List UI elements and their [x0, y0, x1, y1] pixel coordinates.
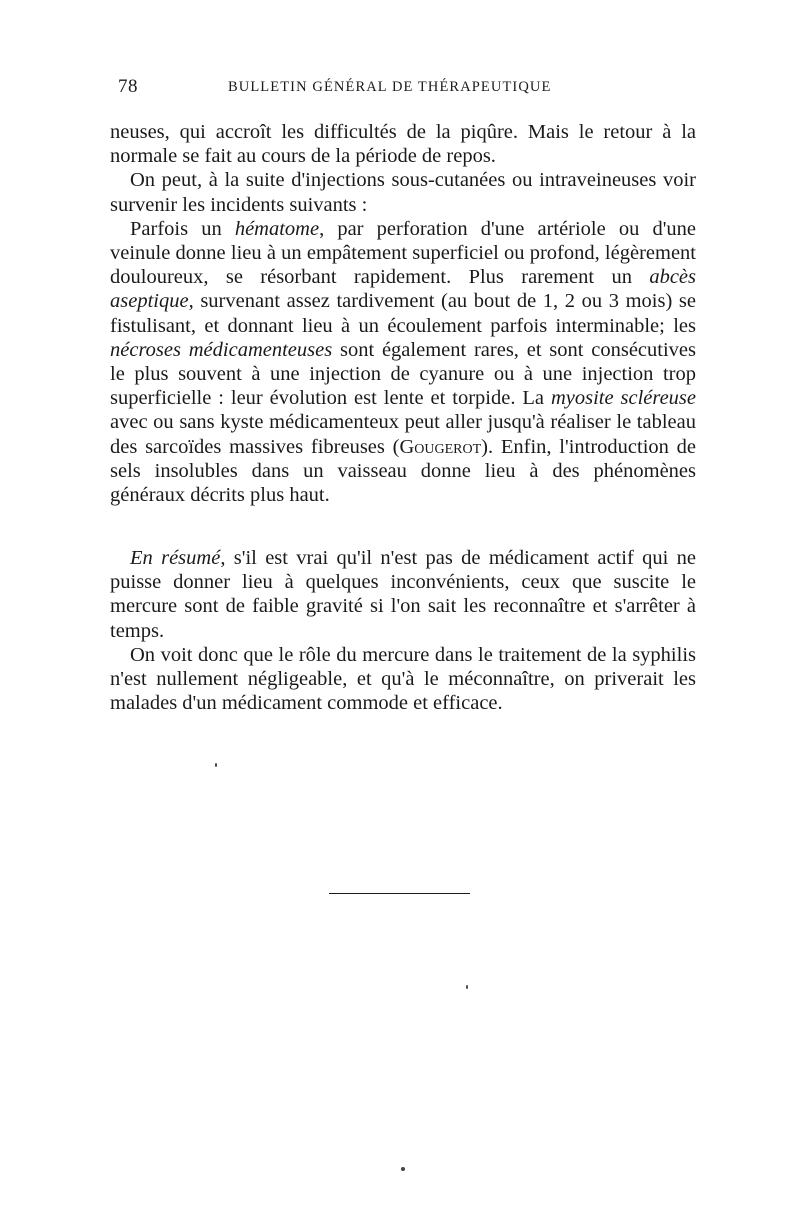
- page-number: 78: [118, 76, 138, 97]
- text-run: , survenant assez tardivement (au bout de 1, 2 ou 3 mois) se fistulisant, et donnant lieu à un écoulement parfois interminable; les: [110, 290, 696, 337]
- paragraph-summary: [110, 546, 696, 643]
- term-necroses-medicamenteuses: nécroses médicamenteuses: [110, 338, 333, 361]
- term-hematome: hématome: [234, 217, 320, 240]
- paragraph-continuation: neuses, qui accroît les difficultés de la piqûre. Mais le retour à la normale se fait au cours de la période de repos.: [110, 121, 696, 168]
- text-run: Parfois un: [130, 217, 235, 240]
- print-speck: [215, 763, 217, 767]
- text-run: avec ou sans kyste médicamenteux peut aller jusqu'à réaliser le tableau des sarcoïdes massives fibreuses (: [110, 411, 696, 458]
- print-speck: [466, 985, 468, 989]
- term-en-resume: En résumé: [130, 547, 221, 569]
- text-run: ). Enfin, l'introduction de sels insolubles dans un vaisseau donne lieu à des phénomènes généraux décrits plus haut.: [110, 435, 697, 507]
- text-run: sont également rares, et sont consécutives le plus souvent à une injection de cyanure ou à une injection trop superficielle : leur évolution est lente et torpide. La: [110, 338, 697, 410]
- text-run: , s'il est vrai qu'il n'est pas de médicament actif qui ne puisse donner lieu à quelques inconvénients, ceux que suscite le mercure sont de faible gravité si l'on sait les reconnaître et s'arrêter à temps.: [110, 547, 696, 642]
- body-section-summary: [110, 546, 696, 715]
- running-title: BULLETIN GÉNÉRAL DE THÉRAPEUTIQUE: [228, 79, 552, 95]
- body-section-incidents: [110, 120, 696, 507]
- section-end-rule: [329, 893, 470, 894]
- term-myosite-sclereuse: myosite scléreuse: [550, 387, 697, 410]
- paragraph-incidents-list: [110, 217, 696, 507]
- author-name: Gougerot: [399, 435, 482, 458]
- term-abces-aseptique: abcès aseptique: [110, 266, 696, 313]
- text-run: , par perforation d'une artériole ou d'une veinule donne lieu à un empâtement superficiel ou profond, légèrement douloureux, se résorbant rapidement. Plus rarement un: [110, 217, 696, 289]
- page-header: [118, 76, 696, 100]
- paragraph-injections-intro: On peut, à la suite d'injections sous-cutanées ou intraveineuses voir survenir les incidents suivants :: [110, 169, 696, 216]
- print-speck: [401, 1167, 405, 1171]
- paragraph-conclusion: On voit donc que le rôle du mercure dans le traitement de la syphilis n'est nullement négligeable, et qu'à le méconnaître, on priverait les malades d'un médicament commode et efficace.: [110, 643, 696, 715]
